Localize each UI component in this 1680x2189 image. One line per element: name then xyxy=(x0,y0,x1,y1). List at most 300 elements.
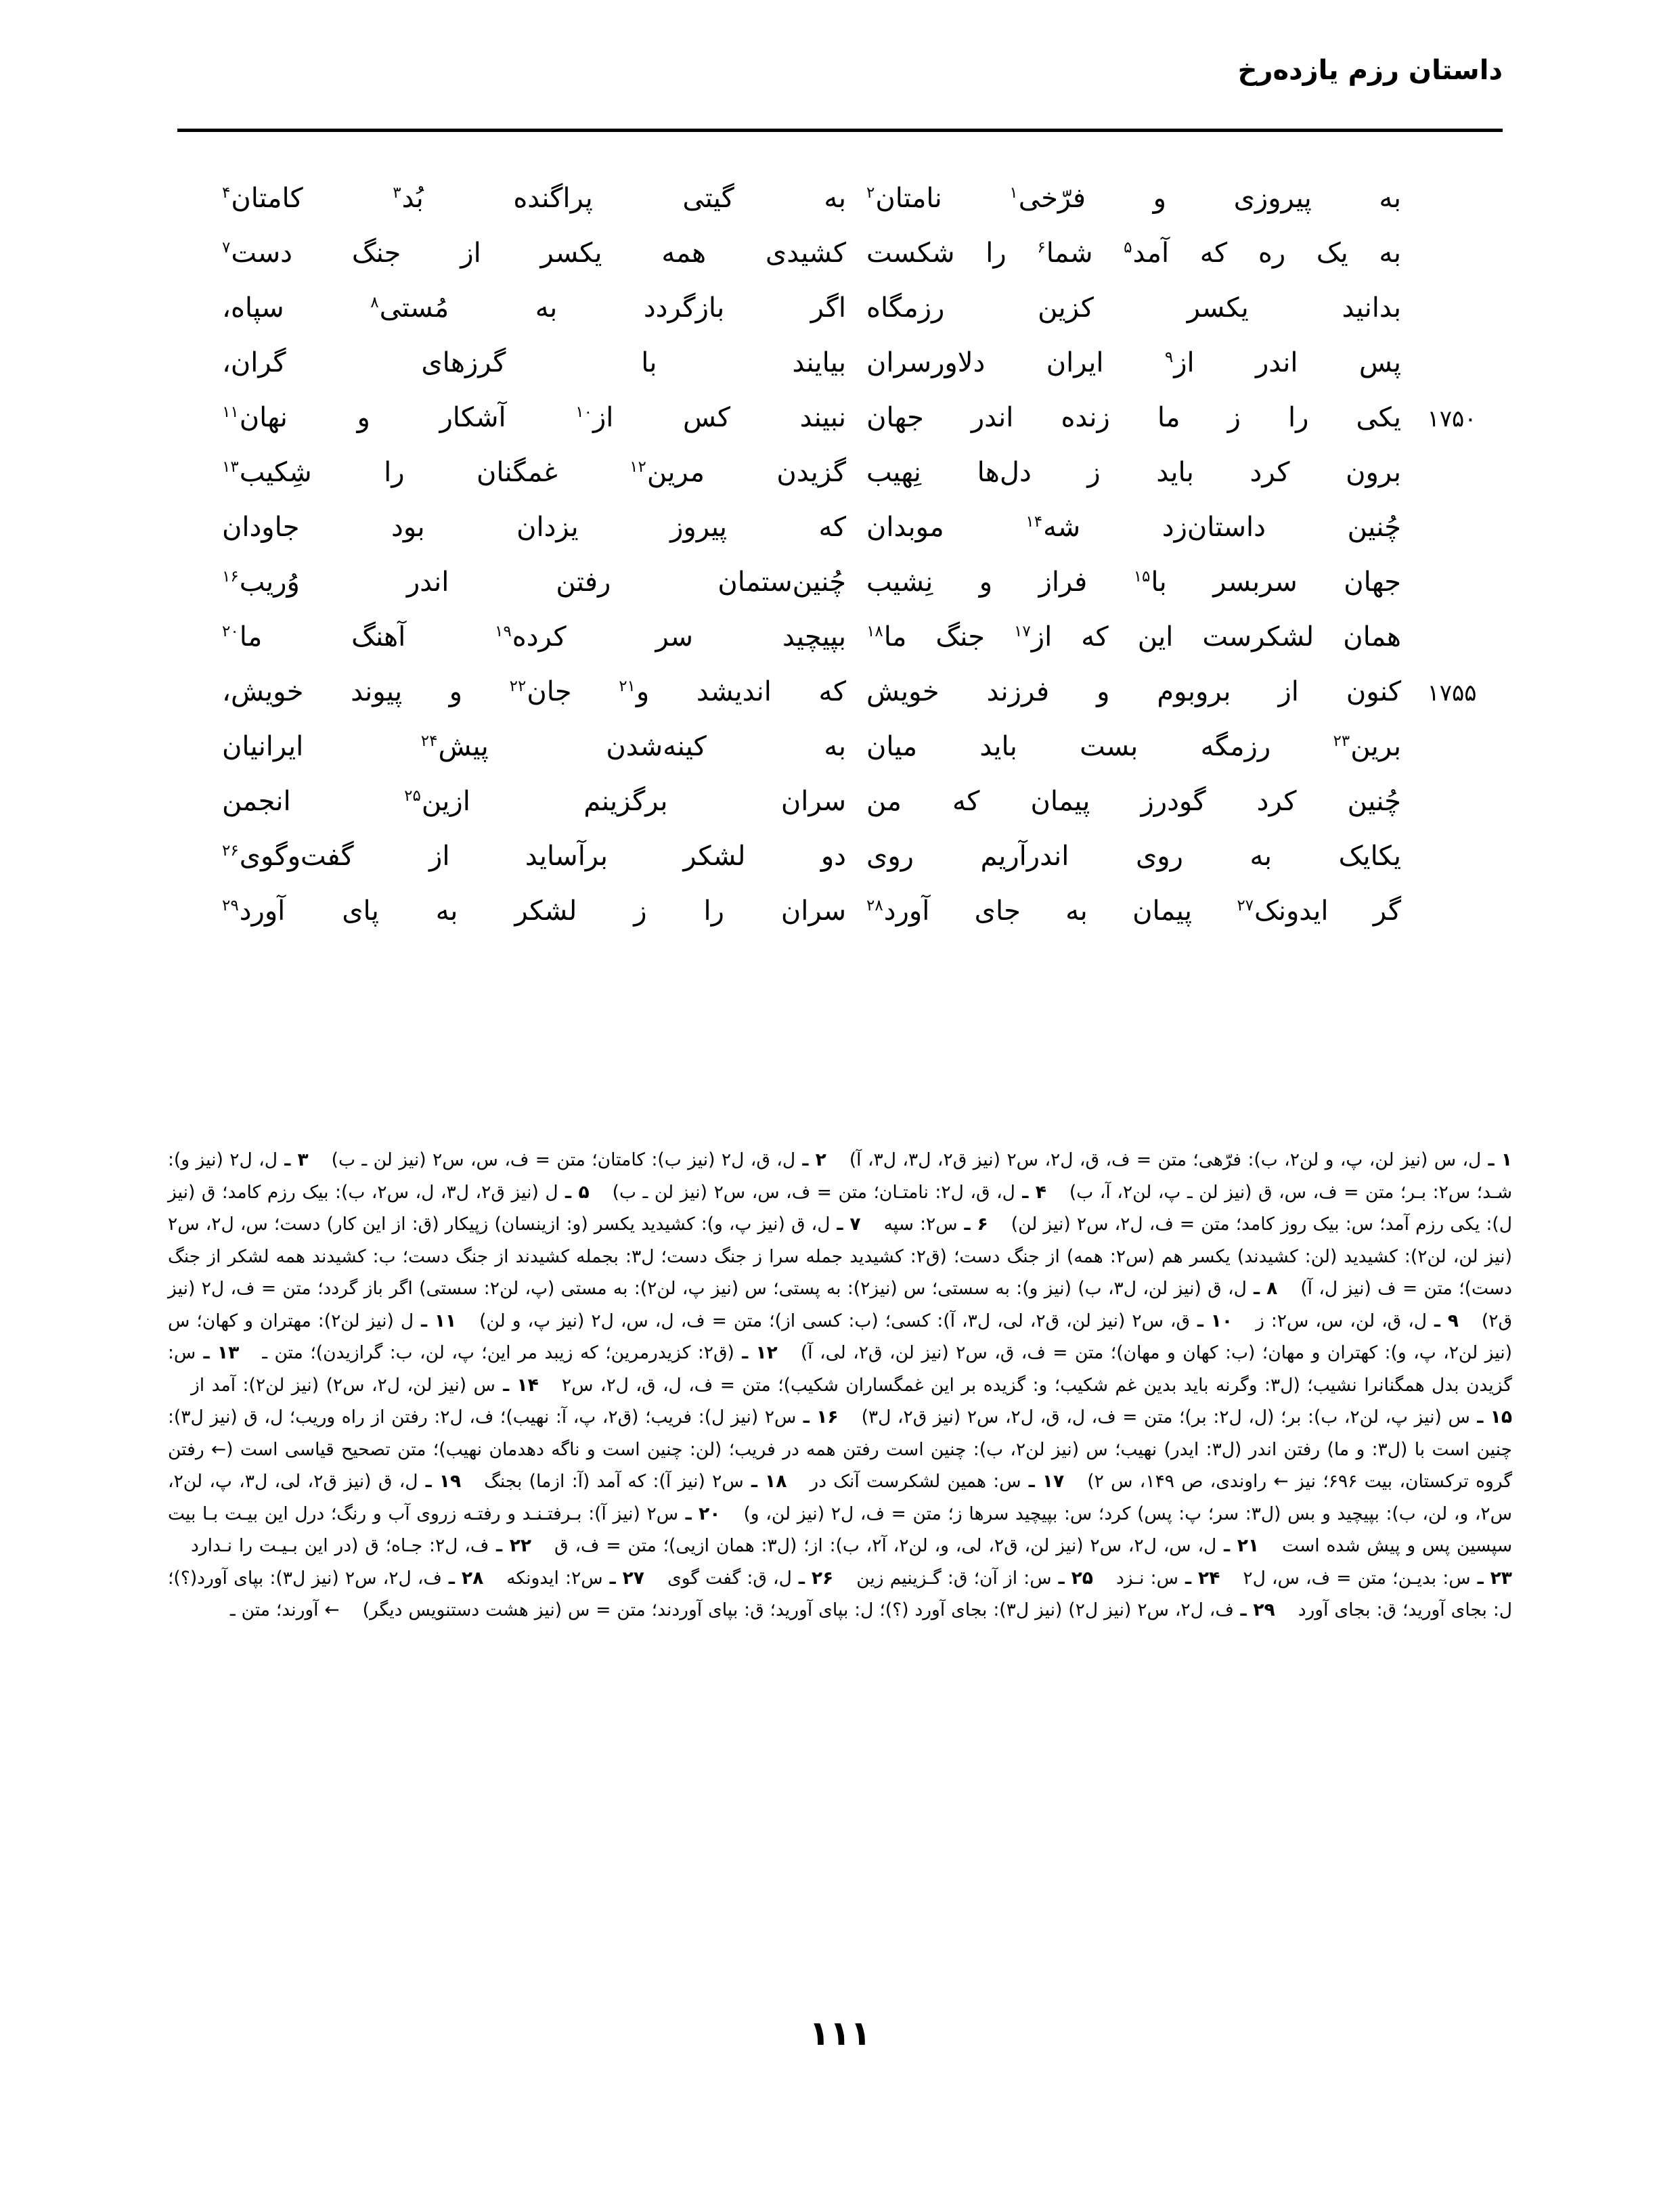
verse-word: زنده xyxy=(1061,402,1110,433)
verse-couplet xyxy=(177,512,1503,567)
verse-word: رفتن xyxy=(556,567,611,598)
apparatus-note-text: س (نیز پ، لن۲، ب): بر؛ (ل، ل۲: بر)؛ متن = ف، ل، ق، ل۲، س۲ (نیز ق۲، ل۳) xyxy=(861,1407,1470,1428)
verse-word: و xyxy=(1153,183,1166,214)
hemistich-right xyxy=(846,896,1401,927)
verse-word: به xyxy=(1065,896,1088,927)
page-number: ۱۱۱ xyxy=(809,2014,871,2053)
verse-word: نامتان$^۲$ xyxy=(866,183,942,214)
verse-word: بست xyxy=(1080,731,1139,762)
hemistich-right xyxy=(846,786,1401,817)
apparatus-note xyxy=(479,1310,1233,1331)
verse-word: پیمان xyxy=(1132,896,1192,927)
verse-word: و xyxy=(979,567,993,598)
apparatus-note-text: ف، ل۲: جـاه؛ ق (در این بـیـت را نـدارد xyxy=(191,1535,489,1556)
verse-word: بُد$^۳$ xyxy=(393,183,424,214)
verse-word: میان xyxy=(866,731,918,762)
hemistich-left xyxy=(217,183,846,214)
hemistich-left xyxy=(217,621,846,653)
apparatus-note xyxy=(1256,1310,1459,1331)
hemistich-left xyxy=(217,238,846,269)
apparatus-note xyxy=(810,1471,1064,1492)
hemistich-left xyxy=(217,292,846,324)
verse-word: ما xyxy=(1157,402,1180,433)
apparatus-note xyxy=(262,1342,778,1363)
apparatus-note-text: س۲ (نیز آ): بـرفتـنـد و رفتـه زروی آب و رنگ؛ درل این بیـت بـا بیت سپسین پس و پیش شده است xyxy=(168,1503,1513,1556)
footnote-marker[interactable]: ۳ xyxy=(393,183,401,202)
verse-couplet xyxy=(177,841,1503,896)
verse-word: لشکر xyxy=(514,896,577,927)
hemistich-right xyxy=(846,676,1401,707)
verse-word: آشکار xyxy=(439,402,506,433)
chapter-title: داستان رزم یازده‌رخ xyxy=(1237,55,1503,86)
verse-word: خویش xyxy=(866,676,940,707)
footnote-marker[interactable]: ۵ xyxy=(1124,238,1132,257)
verse-word: همان xyxy=(1343,621,1401,653)
apparatus-note xyxy=(191,1535,531,1556)
apparatus-note-number[interactable]: ۷ ـ xyxy=(830,1214,861,1235)
footnote-marker[interactable]: ۲۸ xyxy=(866,896,883,914)
verse-word: و xyxy=(1097,676,1110,707)
verse-word: باید xyxy=(979,731,1017,762)
verse-word: اندر xyxy=(1255,347,1298,378)
verse-couplet xyxy=(177,621,1503,676)
header-rule xyxy=(177,129,1503,132)
hemistich-left xyxy=(217,457,846,488)
verse-word: ایدونک$^{۲۷}$ xyxy=(1237,896,1329,927)
verse-word: ایرانیان xyxy=(222,731,304,762)
hemistich-right xyxy=(846,457,1401,488)
apparatus-note-number[interactable]: ۱۰ ـ xyxy=(1190,1310,1233,1331)
verse-word: از$^۹$ xyxy=(1164,347,1195,378)
verse-word: مرین$^{۱۲}$ xyxy=(629,457,705,488)
verse-word: وُریب$^{۱۶}$ xyxy=(222,567,300,598)
footnote-marker[interactable]: ۲۰ xyxy=(222,622,239,640)
apparatus-note-number[interactable]: ۹ ـ xyxy=(1427,1310,1459,1331)
verse-word: لشکرست xyxy=(1202,621,1314,653)
verse-line-number: ۱۷۵۵ xyxy=(1427,680,1477,707)
apparatus-note-number[interactable]: ۱۴ ـ xyxy=(495,1374,539,1396)
hemistich-left xyxy=(217,676,846,707)
apparatus-note-number[interactable]: ۱۲ ـ xyxy=(734,1342,778,1363)
footnote-marker[interactable]: ۴ xyxy=(222,183,231,202)
verse-word: را xyxy=(986,238,1007,269)
verse-word: کرد xyxy=(1256,786,1297,817)
verse-word: روی xyxy=(866,841,914,872)
hemistich-left xyxy=(217,402,846,433)
verse-word: بروبوم xyxy=(1157,676,1231,707)
hemistich-left xyxy=(217,896,846,927)
verse-block xyxy=(177,183,1503,950)
verse-word: باید xyxy=(1156,457,1194,488)
apparatus-note-number[interactable]: ۵ ـ xyxy=(558,1181,590,1203)
verse-word: غمگنان xyxy=(476,457,558,488)
apparatus-note xyxy=(191,1375,539,1396)
verse-couplet xyxy=(177,731,1503,786)
verse-couplet xyxy=(177,347,1503,402)
verse-word: ره xyxy=(1258,238,1286,269)
verse-word: که xyxy=(818,676,846,707)
apparatus-note-text: س (نیز لن، ل۲، س۲) (نیز لن۲): آمد از xyxy=(191,1374,495,1396)
footnote-marker[interactable]: ۹ xyxy=(1164,348,1174,366)
apparatus-note-text: س۲: ایدونکه xyxy=(506,1567,603,1589)
verse-word: را xyxy=(703,896,724,927)
apparatus-note-text: س۲ (نیز ل): فریب؛ (ق۲، پ، آ: نهیب)؛ ف، ل۲: رفتن از راه وریب؛ ل، ق (نیز ل۳): چنین است با (ل۳: و ما) رفتن اندر (ل۳: ایدر) نهیب؛ س (نیز لن۲، ب): چنین است رفتن همه در فریب؛ (لن: چنین است و ناگه دهدمان نهیب)؛ متن تصحیح قیاسی است (← رفتن گروه ترکستان، بیت ۶۹۶؛ نیز ← راوندی، ص ۱۴۹، س ۲) xyxy=(168,1407,1513,1492)
verse-word: پیش$^{۲۴}$ xyxy=(420,731,489,762)
verse-word: یکی xyxy=(1356,402,1401,433)
critical-apparatus xyxy=(168,1144,1512,1627)
apparatus-note-text: ل، ق (نیز ق۲، لی، ل۳، پ، لن۲، س۲، و، لن، ب): بپیچید و بس (ل۳: سر؛ پ: پس) کرد؛ س: بپیچید سرها ز؛ متن = ف، ل۲ (نیز لن، و) xyxy=(168,1471,1513,1524)
hemistich-left xyxy=(217,347,846,378)
verse-word: کامتان$^۴$ xyxy=(222,183,303,214)
verse-word: یزدان xyxy=(516,512,579,543)
verse-word: ز xyxy=(634,896,647,927)
verse-couplet xyxy=(177,402,1503,457)
verse-word: گودرز xyxy=(1141,786,1206,817)
verse-word: چُنین xyxy=(1347,786,1401,817)
apparatus-note-text: س: نـزد xyxy=(1115,1567,1178,1589)
apparatus-note-number[interactable]: ۲۳ ـ xyxy=(1470,1567,1512,1589)
verse-word: برین$^{۲۳}$ xyxy=(1333,731,1401,762)
apparatus-note-text: ف، ل۲، س۲ (نیز ل۲) (نیز ل۳): بجای آورد (؟)؛ ل: بپای آورید؛ ق: بپای آوردند؛ متن = س (نیز هشت دستنویس دیگر) xyxy=(362,1599,1234,1620)
hemistich-left xyxy=(217,512,846,543)
apparatus-note xyxy=(506,1568,644,1589)
hemistich-right xyxy=(846,512,1401,543)
verse-couplet xyxy=(177,292,1503,347)
verse-word: سپاه، xyxy=(222,292,284,324)
verse-word: گیتی xyxy=(682,183,734,214)
verse-word: کینه‌شدن xyxy=(606,731,707,762)
hemistich-right xyxy=(846,402,1401,433)
verse-word: پیوند xyxy=(351,676,403,707)
hemistich-left xyxy=(217,567,846,598)
verse-word: به xyxy=(1250,841,1273,872)
apparatus-note xyxy=(856,1568,1093,1589)
verse-word: شکست xyxy=(866,238,955,269)
apparatus-note-text: س۲ (نیز آ): که آمد (آ: ازما) بجنگ xyxy=(484,1471,744,1492)
footnote-marker[interactable]: ۶ xyxy=(1037,238,1046,257)
apparatus-continuation: ← آورند؛ متن ـ xyxy=(229,1599,340,1620)
apparatus-note-text: س: از آن؛ ق: گـزینیم زین xyxy=(856,1567,1052,1589)
verse-word: ز xyxy=(1087,457,1101,488)
footnote-marker[interactable]: ۸ xyxy=(370,293,379,311)
verse-word: جای xyxy=(974,896,1021,927)
apparatus-note-number[interactable]: ۲۴ ـ xyxy=(1178,1567,1220,1589)
verse-word: از xyxy=(460,238,481,269)
verse-word: گرزهای xyxy=(421,347,506,378)
apparatus-note-text: ف، ل۲، س۲ (نیز ل۳): بپای آورد(؟)؛ ل: بجای آورید؛ ق: بجای آورد xyxy=(168,1567,1512,1620)
verse-word: به xyxy=(824,731,846,762)
verse-couplet xyxy=(177,896,1503,950)
verse-word: به xyxy=(435,896,458,927)
apparatus-note-number[interactable]: ۴ ـ xyxy=(1015,1181,1046,1203)
apparatus-note-number[interactable]: ۲۱ ـ xyxy=(1216,1535,1260,1556)
verse-word: یکسر xyxy=(540,238,602,269)
verse-word: آورد$^{۲۹}$ xyxy=(222,896,286,927)
verse-word: یکایک xyxy=(1338,841,1401,872)
verse-word: یک xyxy=(1316,238,1348,269)
verse-word: خویش، xyxy=(222,676,304,707)
verse-word: بدانید xyxy=(1342,292,1401,324)
verse-word: فرّخی$^۱$ xyxy=(1009,183,1086,214)
verse-word: انجمن xyxy=(222,786,291,817)
apparatus-note-text: س: گزیدن بدل همگنانرا نشیب؛ (ل۳: وگرنه باید بدین غم شکیب؛ و: گزیده بر این غمگساران شکیب)؛ متن = ف، ل، ق، ل۲، س۲ xyxy=(168,1342,1512,1396)
verse-word: اگر xyxy=(810,292,846,324)
apparatus-note-number[interactable]: ۲۹ ـ xyxy=(1233,1599,1275,1620)
verse-word: را xyxy=(384,457,405,488)
apparatus-note-text: ل، س، ل۲، س۲ (نیز لن، ق۲، لی، و، لن۲، آ۲، ب): از؛ (ل۳: همان ازیی)؛ متن = ف، ق xyxy=(554,1535,1217,1556)
apparatus-note-text: ل، ق، ل۲: نامتـان؛ متن = ف، س، س۲ (نیز لن ـ ب) xyxy=(612,1181,1015,1203)
verse-word: به xyxy=(1379,238,1401,269)
hemistich-left xyxy=(217,731,846,762)
verse-word: پیروز xyxy=(670,512,728,543)
apparatus-note xyxy=(884,1214,988,1235)
apparatus-note-text: ل، س (نیز لن، پ، و لن۲، ب): فرّهی؛ متن = ف، ق، ل۲، س۲ (نیز ق۲، ل۳، ل۳، آ) xyxy=(849,1149,1482,1170)
verse-word: و xyxy=(449,676,462,707)
verse-word: برگزینم xyxy=(583,786,668,817)
verse-word: به xyxy=(1379,183,1401,214)
footnote-marker[interactable]: ۱۱ xyxy=(222,403,239,421)
apparatus-note xyxy=(1243,1568,1512,1589)
footnote-marker[interactable]: ۱۴ xyxy=(1025,512,1043,531)
verse-word: فرزند xyxy=(986,676,1050,707)
apparatus-note xyxy=(554,1535,1259,1556)
verse-word: ما$^{۱۸}$ xyxy=(866,621,907,653)
verse-word: بود xyxy=(391,512,425,543)
verse-word: داستان‌زد xyxy=(1162,512,1266,543)
hemistich-right xyxy=(846,567,1401,598)
verse-word: روی xyxy=(1135,841,1183,872)
apparatus-note-text: ل، ق، لن، س، س۲: ز xyxy=(1256,1310,1428,1331)
hemistich-right xyxy=(846,621,1401,653)
verse-word: سر xyxy=(655,621,694,653)
verse-word: مُستی$^۸$ xyxy=(370,292,449,324)
running-head xyxy=(177,54,1503,102)
verse-word: پیروزی xyxy=(1233,183,1312,214)
hemistich-right xyxy=(846,183,1401,214)
apparatus-note-number[interactable]: ۲۲ ـ xyxy=(489,1535,532,1556)
verse-word: نبیند xyxy=(799,402,846,433)
verse-word: جنگ xyxy=(351,238,401,269)
apparatus-note-number[interactable]: ۱۷ ـ xyxy=(1021,1471,1065,1492)
verse-word: شِکیب$^{۱۳}$ xyxy=(222,457,312,488)
verse-word: بازگردد xyxy=(643,292,725,324)
apparatus-note-number[interactable]: ۱۶ ـ xyxy=(796,1407,839,1428)
verse-word: ازین$^{۲۵}$ xyxy=(404,786,470,817)
verse-word: کس xyxy=(683,402,731,433)
verse-couplet xyxy=(177,567,1503,621)
verse-word: نِشیب xyxy=(866,567,933,598)
verse-word: آورد$^{۲۸}$ xyxy=(866,896,930,927)
apparatus-note-number[interactable]: ۳ ـ xyxy=(277,1149,309,1170)
apparatus-note-text: س: همین لشکرست آنک در xyxy=(810,1471,1021,1492)
apparatus-note-text: ق، س۲ (نیز لن، ق۲، لی، ل۳، آ): کسی؛ (ب: کسی از)؛ متن = ف، ل، س، ل۲ (نیز پ، و لن) xyxy=(479,1310,1191,1331)
hemistich-right xyxy=(846,731,1401,762)
verse-word: کنون xyxy=(1346,676,1401,707)
verse-word: ایران xyxy=(1046,347,1104,378)
footnote-marker[interactable]: ۲۳ xyxy=(1333,732,1350,750)
apparatus-note-text: ل (نیز لن۲): مهتران و کهان؛ س (نیز لن۲، پ، و): کهتران و مهان؛ (ب: کهان و مهان)؛ متن = ف، ق، س۲ (نیز لن، ق۲، لی، آ) xyxy=(168,1310,1512,1363)
verse-word: برآساید xyxy=(525,841,609,872)
footnote-marker[interactable]: ۱۹ xyxy=(495,622,512,640)
footnote-marker[interactable]: ۱۶ xyxy=(222,567,239,585)
verse-word: از$^{۱۰}$ xyxy=(575,402,614,433)
verse-word: را xyxy=(1287,402,1309,433)
apparatus-note-number[interactable]: ۱۵ ـ xyxy=(1469,1407,1512,1428)
apparatus-note-text: ل، ق (نیز لن، ل۳، ب) (نیز و): به سستی؛ س (نیز۲): به پستی؛ س (نیز پ، لن۲): به مستی (پ، لن۲: سستی) اگر باز گردد؛ متن = ف، ل۲ (نیز ق۲) xyxy=(168,1278,1513,1331)
footnote-marker[interactable]: ۲۲ xyxy=(509,677,527,695)
apparatus-note-text: ل، ق، ل۲ (نیز ب): کامتان؛ متن = ف، س، س۲ (نیز لن ـ ب) xyxy=(331,1149,796,1170)
apparatus-note xyxy=(613,1182,1046,1203)
verse-word: آمد$^۵$ xyxy=(1124,238,1170,269)
apparatus-note xyxy=(849,1149,1512,1170)
verse-word: رزمگاه xyxy=(866,292,945,324)
apparatus-note-number[interactable]: ۲۸ ـ xyxy=(441,1567,484,1589)
verse-word: آهنگ xyxy=(351,621,406,653)
verse-word: دو xyxy=(820,841,846,872)
verse-word: پس xyxy=(1358,347,1401,378)
hemistich-left xyxy=(217,841,846,872)
apparatus-note-number[interactable]: ۲۷ ـ xyxy=(602,1567,644,1589)
apparatus-note xyxy=(667,1568,833,1589)
verse-word: بیایند xyxy=(792,347,846,378)
verse-word: من xyxy=(866,786,902,817)
verse-word: نِهیب xyxy=(866,457,921,488)
verse-word: گران، xyxy=(222,347,286,378)
verse-word: نهان$^{۱۱}$ xyxy=(222,402,288,433)
footnote-marker[interactable]: ۷ xyxy=(222,238,231,257)
footnote-marker[interactable]: ۲۶ xyxy=(222,841,239,860)
apparatus-note-text: س: بدیـن؛ متن = ف، س، ل۲ xyxy=(1243,1567,1471,1589)
apparatus-note-number[interactable]: ۱۹ ـ xyxy=(418,1471,462,1492)
verse-word: شه$^{۱۴}$ xyxy=(1025,512,1081,543)
hemistich-left xyxy=(217,786,846,817)
apparatus-note-number[interactable]: ۲۵ ـ xyxy=(1051,1567,1093,1589)
apparatus-note-number[interactable]: ۶ ـ xyxy=(957,1214,988,1235)
apparatus-note-text: ل، ق: گفت گوی xyxy=(667,1567,792,1589)
verse-word: اندر xyxy=(971,402,1014,433)
verse-couplet xyxy=(177,786,1503,841)
verse-word: با$^{۱۵}$ xyxy=(1133,567,1167,598)
verse-word: پراگنده xyxy=(513,183,593,214)
verse-word: که xyxy=(952,786,980,817)
verse-couplet xyxy=(177,676,1503,731)
apparatus-note xyxy=(332,1149,826,1170)
verse-word: لشکر xyxy=(683,841,746,872)
footnote-marker[interactable]: ۱۳ xyxy=(222,458,239,476)
apparatus-note-text: س۲: سپه xyxy=(883,1214,958,1235)
verse-word: یکسر xyxy=(1187,292,1249,324)
footnote-marker[interactable]: ۲۷ xyxy=(1237,896,1254,914)
verse-word: چُنین‌ستمان xyxy=(717,567,846,598)
verse-word: جهان xyxy=(866,402,924,433)
verse-word: جاودان xyxy=(222,512,300,543)
apparatus-note-text: ل (نیز ق۲، ل۳، ل، س۲، ب): بیک رزم کامد؛ ق (نیز ل): یکی رزم آمد؛ س: بیک روز کامد؛ متن = ف، ل۲، س۲ (نیز لن) xyxy=(168,1181,1513,1235)
verse-word: گزیدن xyxy=(776,457,846,488)
verse-word: موبدان xyxy=(866,512,944,543)
verse-word: دل‌ها xyxy=(977,457,1032,488)
verse-word: دست$^۷$ xyxy=(222,238,292,269)
verse-word: جان$^{۲۲}$ xyxy=(509,676,572,707)
hemistich-right xyxy=(846,347,1401,378)
footnote-marker[interactable]: ۲۱ xyxy=(619,677,636,695)
hemistich-right xyxy=(846,841,1401,872)
hemistich-right xyxy=(846,292,1401,324)
verse-word: سران xyxy=(780,896,846,927)
verse-word: که xyxy=(1081,621,1109,653)
verse-word: سربسر xyxy=(1213,567,1298,598)
verse-word: گر xyxy=(1373,896,1401,927)
footnote-marker[interactable]: ۱۸ xyxy=(866,622,883,640)
hemistich-right xyxy=(846,238,1401,269)
footnote-marker[interactable]: ۲۹ xyxy=(222,896,239,914)
verse-word: همه xyxy=(661,238,707,269)
apparatus-note-number[interactable]: ۱۱ ـ xyxy=(414,1310,457,1331)
footnote-marker[interactable]: ۱۰ xyxy=(575,403,592,421)
apparatus-note xyxy=(363,1599,1275,1620)
apparatus-note-number[interactable]: ۲۰ ـ xyxy=(678,1503,721,1524)
verse-word: برون xyxy=(1346,457,1401,488)
apparatus-note xyxy=(862,1407,1512,1428)
verse-word: بپیچید xyxy=(782,621,846,653)
verse-word: اندر xyxy=(406,567,449,598)
footnote-marker[interactable]: ۲۵ xyxy=(404,787,421,805)
verse-word: کزین xyxy=(1038,292,1094,324)
verse-word: از$^{۱۷}$ xyxy=(1014,621,1053,653)
verse-word: ز xyxy=(1227,402,1241,433)
apparatus-note-number[interactable]: ۸ ـ xyxy=(1246,1278,1278,1299)
apparatus-note-number[interactable]: ۲۶ ـ xyxy=(791,1567,834,1589)
verse-word: سران xyxy=(780,786,846,817)
verse-word: پیمان xyxy=(1030,786,1090,817)
verse-word: جهان xyxy=(1344,567,1401,598)
verse-word: این xyxy=(1137,621,1174,653)
verse-word: که xyxy=(1199,238,1228,269)
footnote-marker[interactable]: ۲ xyxy=(866,183,875,202)
verse-couplet xyxy=(177,183,1503,238)
apparatus-note xyxy=(1116,1568,1220,1589)
footnote-marker[interactable]: ۱ xyxy=(1009,183,1018,202)
footnote-marker[interactable]: ۱۲ xyxy=(629,458,646,476)
verse-word: به xyxy=(535,292,558,324)
footnote-marker[interactable]: ۱۷ xyxy=(1014,622,1031,640)
verse-word: کرد xyxy=(1250,457,1290,488)
apparatus-note-number[interactable]: ۱۸ ـ xyxy=(743,1471,787,1492)
verse-word: از xyxy=(429,841,450,872)
apparatus-note-text: ل، ل۲ (نیز و): شـد؛ س۲: بـر؛ متن = ف، س، ق (نیز لن ـ پ، لن۲، آ، ب) xyxy=(168,1149,1513,1203)
apparatus-note-number[interactable]: ۱۳ ـ xyxy=(196,1342,240,1363)
footnote-marker[interactable]: ۲۴ xyxy=(420,732,438,750)
verse-word: اندیشد xyxy=(696,676,772,707)
verse-word: با xyxy=(641,347,657,378)
verse-word: به xyxy=(824,183,846,214)
apparatus-note-number[interactable]: ۱ ـ xyxy=(1481,1149,1513,1170)
verse-word: گفت‌وگوی$^{۲۶}$ xyxy=(222,841,354,872)
verse-word: فراز xyxy=(1038,567,1088,598)
verse-word: پای xyxy=(342,896,379,927)
verse-word: و$^{۲۱}$ xyxy=(619,676,650,707)
verse-couplet xyxy=(177,238,1503,292)
verse-word: دلاورسران xyxy=(866,347,986,378)
apparatus-note-number[interactable]: ۲ ـ xyxy=(795,1149,826,1170)
apparatus-note xyxy=(484,1471,787,1492)
footnote-marker[interactable]: ۱۵ xyxy=(1133,567,1151,585)
verse-word: کشیدی xyxy=(765,238,846,269)
apparatus-note-text: (ق۲: کزیدرمرین؛ که زیبد مر این؛ پ، لن، ب: گرازیدن)؛ متن ـ xyxy=(262,1342,734,1363)
verse-word: از xyxy=(1278,676,1299,707)
verse-word: اندرآریم xyxy=(980,841,1069,872)
verse-line-number: ۱۷۵۰ xyxy=(1427,405,1477,433)
verse-word: شما$^۶$ xyxy=(1037,238,1093,269)
